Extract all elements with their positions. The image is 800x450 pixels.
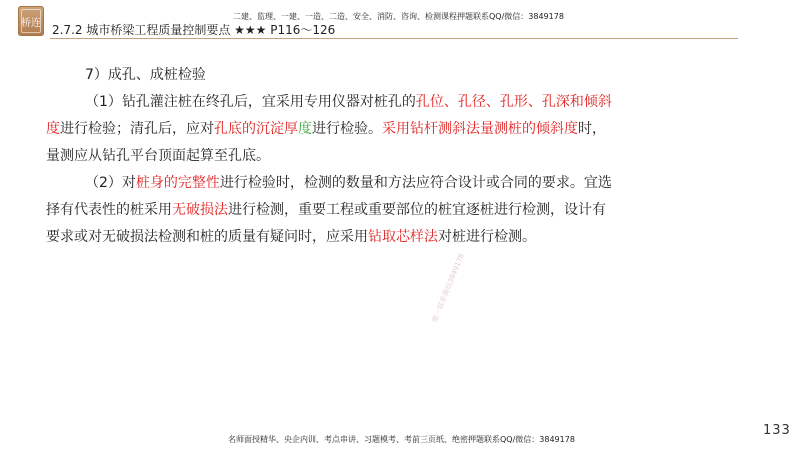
highlight-green: 度 <box>298 121 312 137</box>
section-title: 2.7.2 城市桥梁工程质量控制要点 ★★★ P116～126 <box>52 23 336 37</box>
text-run: 进行检验时，检测的数量和方法应符合设计或合同的要求。宜选择有代表性的桩采用 <box>46 175 612 218</box>
highlight-red: 钻取芯样法 <box>368 229 438 245</box>
text-run: 进行检测，重要工程或重要部位的桩宜逐桩进行检测，设计有要求或对无破损法检测和桩的质量有疑问时，应采用 <box>46 202 606 245</box>
highlight-red: 孔位、孔径、孔形、孔深和倾斜度 <box>46 94 612 137</box>
text-run: （1）钻孔灌注桩在终孔后，宜采用专用仪器对桩孔的 <box>85 94 416 110</box>
paragraph-2 <box>46 170 616 251</box>
text-run: 进行检验。 <box>312 121 382 137</box>
text-run: 对桩进行检测。 <box>438 229 536 245</box>
slide-content <box>46 62 616 251</box>
highlight-red: 孔底的沉淀厚 <box>214 121 298 137</box>
page-number: 133 <box>763 423 791 438</box>
header-contact-text: 二建、监理、一建、一造、二造、安全、消防、咨询、检测课程押题联系QQ/微信：3849178 <box>233 12 564 21</box>
highlight-red: 采用钻杆测斜法量测桩的倾斜度 <box>382 121 578 137</box>
highlight-red: 桩身的完整性 <box>135 175 220 191</box>
brand-logo <box>18 6 44 36</box>
text-run: （2）对 <box>85 175 136 191</box>
text-run: 进行检验；清孔后，应对 <box>60 121 214 137</box>
section-heading: 7）成孔、成桩检验 <box>85 67 206 83</box>
watermark: 唯一联系微信3849178 <box>430 252 466 324</box>
header-divider <box>50 38 738 39</box>
logo-text: 桥连 <box>21 17 41 29</box>
footer-text: 名师面授精华、央企内训、考点串讲、习题模考、考前三页纸、绝密押题联系QQ/微信：3849178 <box>228 435 575 444</box>
highlight-red: 无破损法 <box>172 202 228 218</box>
paragraph-1 <box>46 89 616 170</box>
text-run: 时，量测应从钻孔平台顶面起算至孔底。 <box>46 121 606 164</box>
